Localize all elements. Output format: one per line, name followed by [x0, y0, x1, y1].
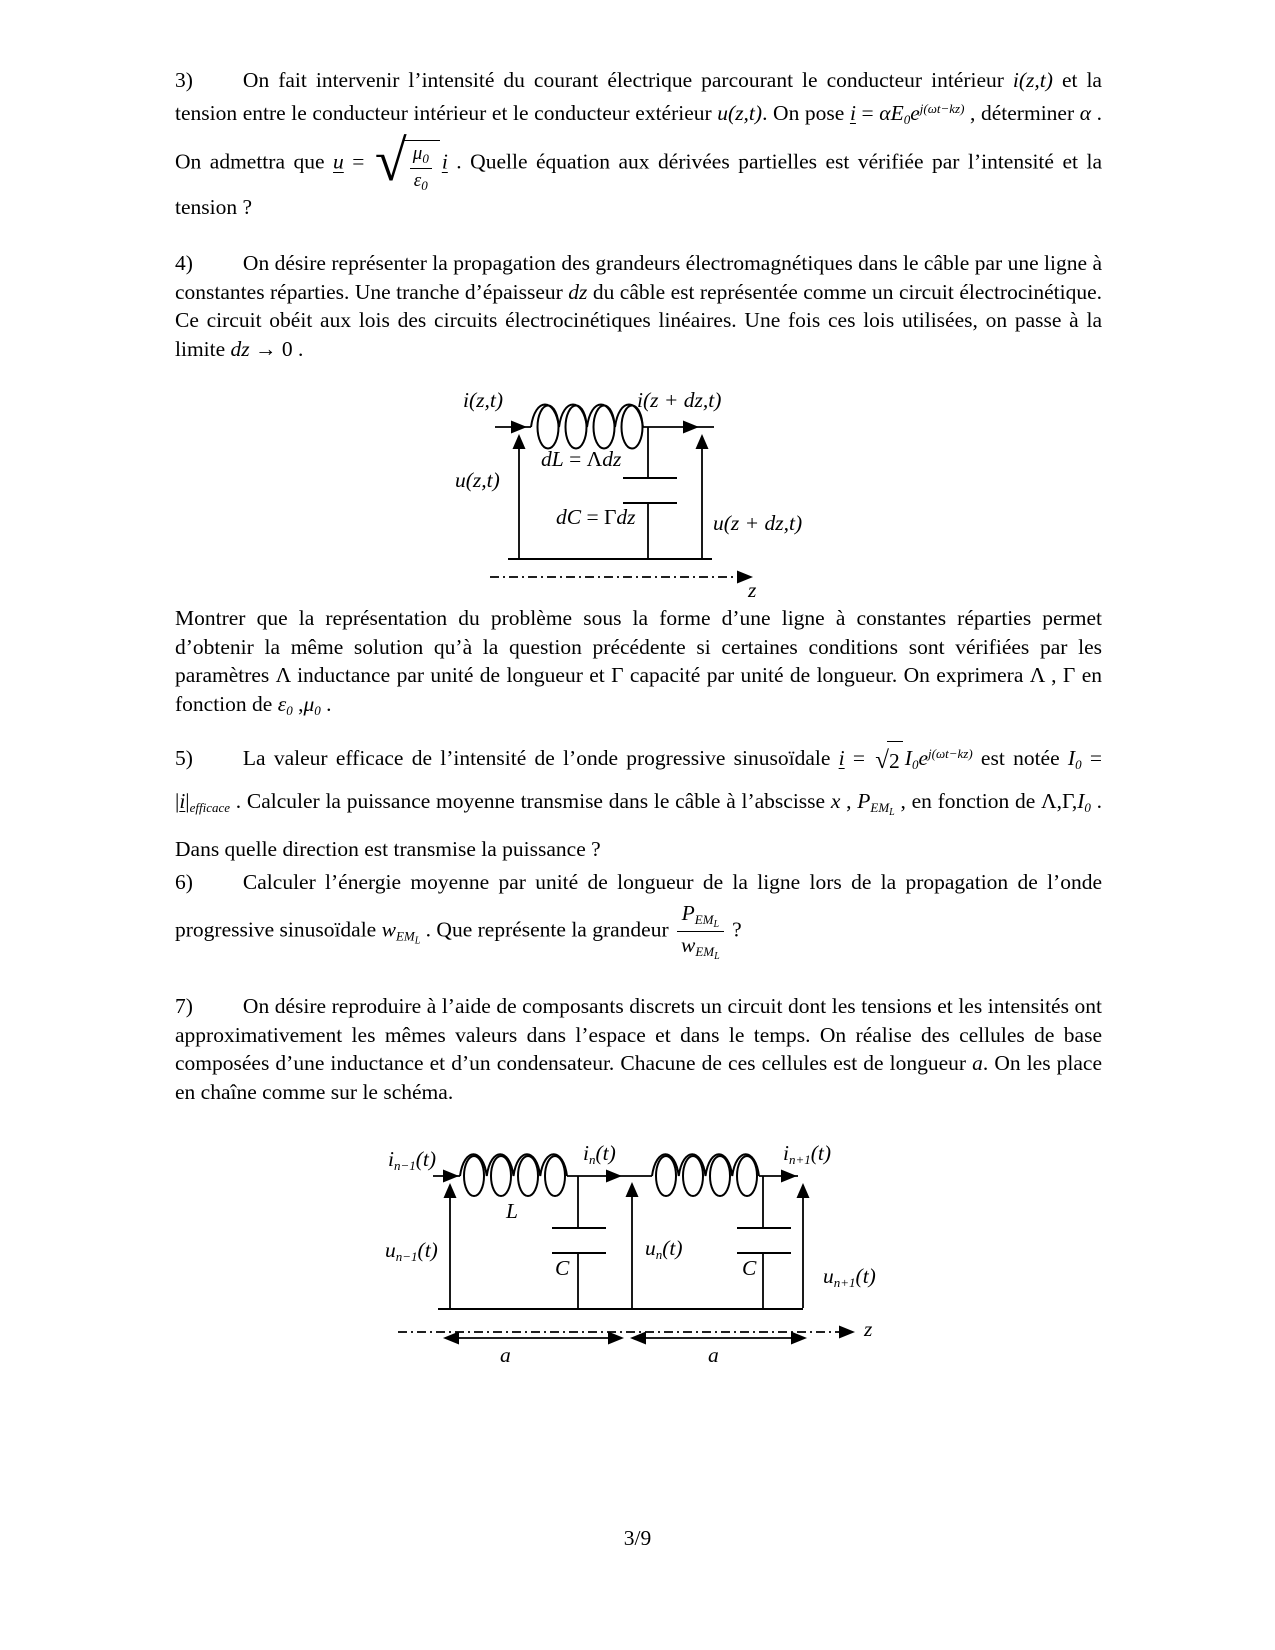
- current-arrowhead: [683, 421, 699, 434]
- label-inductance-L: L: [506, 1199, 518, 1223]
- current-arrowhead: [781, 1170, 797, 1183]
- voltage-arrow-prev: [444, 1183, 457, 1309]
- capacitor: [623, 427, 677, 559]
- label-inductance: dL = Λdz: [541, 447, 622, 471]
- current-arrowhead: [443, 1170, 459, 1183]
- circuit-diagram-line-cell-drawing: [440, 398, 780, 603]
- cell-length-arrow-1: [443, 1332, 624, 1345]
- voltage-arrow-right: [696, 434, 709, 559]
- voltage-arrow-n: [626, 1182, 639, 1309]
- question-6-paragraph: 6) Calculer l’énergie moyenne par unité de longueur de la ligne lors de la propagation de l’onde progressive sinusoïdale wEM$_L$ . Que représente la grandeur $\frac{PEM_L}{wEM_L}$ ?: [175, 870, 1102, 963]
- label-current-next: in+1(t): [783, 1141, 832, 1167]
- page-number: 3/9: [623, 1526, 652, 1550]
- label-capacitor-C2: C: [742, 1256, 757, 1280]
- label-voltage-left: u(z,t): [455, 468, 500, 492]
- question-4-paragraph: 4) On désire représenter la propagation des grandeurs électromagnétiques dans le câble par une ligne à constantes réparties. Une tranche d’épaisseur dz du câble est représentée comme un circuit électrocinétique. Ce circuit obéit aux lois des circuits électrocinétiques linéaires. Une fois ces lois utilisées, on passe à la limite dz → 0 .: [175, 251, 1102, 361]
- label-current-right: i(z + dz,t): [637, 388, 722, 412]
- question-7-paragraph: 7) On désire reproduire à l’aide de composants discrets un circuit dont les tensions et les intensités ont approximativement les mêmes valeurs dans l’espace et dans le temps. On réalise des cellules de base composées d’une inductance et d’un condensateur. Chacune de ces cellules est de longueur a. On les place en chaîne comme sur le schéma.: [175, 994, 1102, 1104]
- label-capacitance: dC = Γdz: [556, 505, 636, 529]
- inductor-coil-2: [652, 1154, 759, 1196]
- label-voltage-next: un+1(t): [823, 1264, 876, 1290]
- voltage-arrow-left: [513, 434, 526, 559]
- inductor-coil: [531, 405, 643, 449]
- label-current-n: in(t): [583, 1141, 616, 1167]
- label-capacitor-C1: C: [555, 1256, 570, 1280]
- label-current-left: i(z,t): [463, 388, 504, 412]
- z-axis: [398, 1326, 855, 1339]
- voltage-arrow-next: [797, 1183, 810, 1308]
- label-cell-length-2: a: [708, 1343, 719, 1367]
- label-cell-length-1: a: [500, 1343, 511, 1367]
- label-voltage-n: un(t): [645, 1236, 683, 1262]
- question-3-paragraph: 3) On fait intervenir l’intensité du courant électrique parcourant le conducteur intérieur i(z,t) et la tension entre le conducteur intérieur et le conducteur extérieur u(z,t). On pose $i = \alpha E0e^{j(\omega t-kz)}$ , déterminer α . On admettra que u = √ $\frac{\mu_0}{\varepsilon_0}$ i . Quelle équation aux dérivées partielles est vérifiée par l’intensité et la tension ?: [175, 68, 1103, 220]
- z-axis: [490, 571, 753, 584]
- circuit-diagram-discrete-cells-drawing: [390, 1150, 873, 1360]
- label-voltage-right: u(z + dz,t): [713, 511, 803, 535]
- question-5-paragraph: 5) La valeur efficace de l’intensité de l’onde progressive sinusoïdale i = √ 2 $I0e^{j(\omega t-kz)}$ est notée I0 = |i|efficace . Calculer la puissance moyenne transmise dans le câble à l’abscisse x , $PEM_L$ , en fonction de Λ,Γ,I0 . Dans quelle direction est transmise la puissance ?: [175, 735, 1102, 868]
- capacitor-1: [552, 1176, 606, 1309]
- current-arrowhead: [511, 421, 527, 434]
- label-current-prev: in−1(t): [388, 1147, 437, 1173]
- top-wire: [495, 421, 714, 434]
- label-voltage-prev: un−1(t): [385, 1238, 438, 1264]
- current-arrowhead: [606, 1170, 622, 1183]
- label-z-axis: z: [864, 1317, 873, 1341]
- inductor-coil-1: [460, 1154, 567, 1196]
- label-z-axis: z: [748, 578, 757, 602]
- line-constants-paragraph: Montrer que la représentation du problème sous la forme d’une ligne à constantes réparties permet d’obtenir la même solution qu’à la question précédente si certaines conditions sont vérifiées par les paramètres Λ inductance par unité de longueur et Γ capacité par unité de longueur. On exprimera Λ , Γ en fonction de ε0 ,μ0 .: [175, 606, 1102, 718]
